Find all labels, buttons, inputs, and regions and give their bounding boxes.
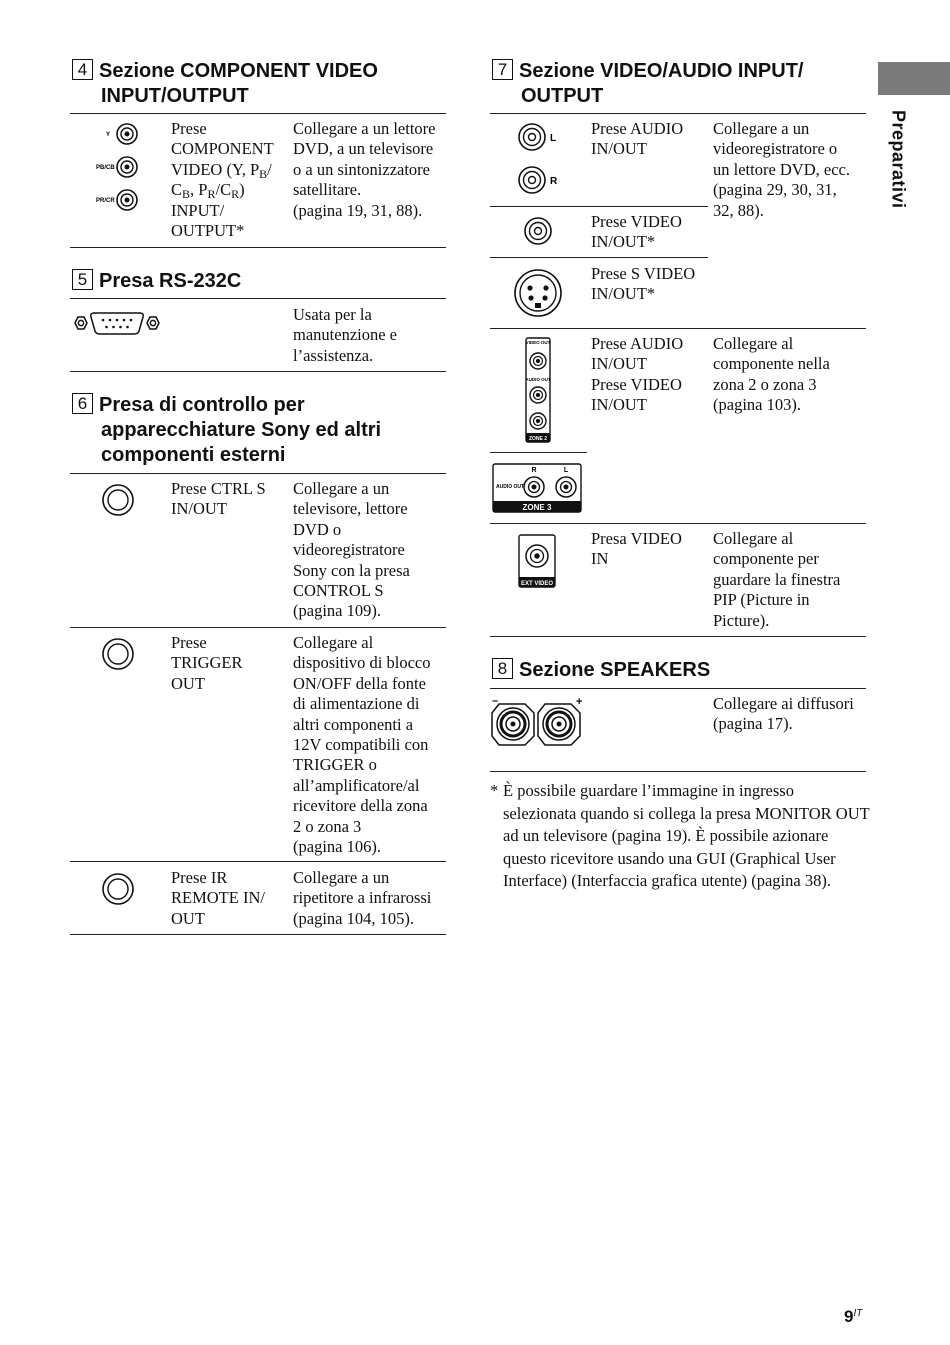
divider	[490, 771, 866, 772]
zone-label: ZONE 2	[528, 436, 548, 442]
video-audio-group-description: Collegare a un videoregistratore o un lettore DVD, ecc. (pagina 29, 30, 31, 32, 88).	[713, 119, 850, 220]
audio-in-out-name: Prese AUDIO IN/OUT	[591, 119, 684, 159]
zone-3-jacks-icon	[492, 463, 582, 513]
trigger-description: Collegare al dispositivo di blocco ON/OFF della fonte di alimentazione di altri componenti a 12V compatibili con TRIGGER o all’amplificatore/al ricevitore della zona 2 o zona 3 (pagina 106).	[293, 633, 431, 857]
ctrl-s-name: Prese CTRL S IN/OUT	[171, 479, 266, 519]
page-number: $9^{IT}$	[844, 1307, 863, 1326]
divider	[70, 113, 446, 114]
ir-remote-jack-icon	[101, 872, 135, 906]
section-4-title	[72, 59, 452, 109]
ext-video-description: Collegare al componente per guardare la finestra PIP (Picture in Picture).	[713, 529, 841, 630]
divider	[490, 328, 866, 329]
section-number: 4	[72, 59, 93, 80]
divider	[490, 688, 866, 689]
section-title-line: Presa di controllo per	[99, 394, 305, 416]
divider	[70, 473, 446, 474]
footnote-text: È possibile guardare l’immagine in ingresso selezionata quando si collega la presa MONITOR OUT ad un televisore (pagina 19). È possibile azionare questo ricevitore usando una GUI (Graphical User Interface) (Interfaccia grafica utente) (pagina 38).	[503, 781, 870, 891]
divider	[490, 452, 587, 453]
zone-label: ZONE 3	[522, 503, 552, 512]
footnote	[490, 780, 870, 893]
component-video-jacks-icon	[84, 118, 144, 214]
trigger-jack-icon	[101, 637, 135, 671]
divider	[490, 113, 866, 114]
section-title-line: Sezione VIDEO/AUDIO INPUT/	[519, 60, 804, 82]
ctrl-s-description: Collegare a un televisore, lettore DVD o videoregistratore Sony con la presa CONTROL S (pagina 109).	[293, 479, 410, 621]
section-title-line: OUTPUT	[521, 85, 604, 107]
section-7-title	[492, 59, 872, 109]
audio-jacks-icon	[515, 120, 565, 198]
component-jack-name: Prese COMPONENT VIDEO (Y, $P_B/$ $C_B$, $P_R/C_R$) INPUT/ OUTPUT*	[171, 119, 274, 241]
section-title-line: componenti esterni	[101, 444, 286, 466]
polarity-label: –	[492, 695, 499, 707]
divider	[490, 636, 866, 637]
video-in-out-name: Prese VIDEO IN/OUT*	[591, 212, 682, 252]
section-6-title	[72, 393, 452, 468]
section-title-line: Sezione SPEAKERS	[519, 659, 711, 681]
component-jack-description: Collegare a un lettore DVD, a un televisore o a un sintonizzatore satellitare. (pagina 19, 31, 88).	[293, 119, 436, 220]
section-title-line: Presa RS-232C	[99, 270, 242, 292]
polarity-label: +	[576, 696, 583, 708]
chapter-tab	[878, 62, 950, 95]
trigger-name: Prese TRIGGER OUT	[171, 633, 243, 693]
divider	[70, 934, 446, 935]
divider	[490, 523, 866, 524]
speakers-description: Collegare ai diffusori (pagina 17).	[713, 694, 854, 734]
zone-description: Collegare al componente nella zona 2 o zona 3 (pagina 103).	[713, 334, 830, 415]
ir-remote-description: Collegare a un ripetitore a infrarossi (pagina 104, 105).	[293, 868, 432, 928]
jack-label: AUDIO OUT	[495, 484, 525, 490]
video-jack-icon	[521, 214, 555, 248]
ir-remote-name: Prese IR REMOTE IN/ OUT	[171, 868, 265, 928]
ext-video-name: Presa VIDEO IN	[591, 529, 682, 569]
jack-label: R	[550, 176, 558, 187]
divider	[70, 627, 446, 628]
divider	[490, 257, 708, 258]
section-number: 5	[72, 269, 93, 290]
section-number: 7	[492, 59, 513, 80]
section-8-title	[492, 658, 872, 683]
jack-label: L	[550, 133, 557, 144]
jack-label: PB/CB	[96, 165, 115, 171]
jack-label: EXT VIDEO	[520, 581, 554, 587]
zone-name: Prese AUDIO IN/OUT Prese VIDEO IN/OUT	[591, 334, 684, 415]
section-number: 8	[492, 658, 513, 679]
jack-label: PR/CR	[96, 198, 115, 204]
jack-label: AUDIO OUT	[525, 377, 551, 382]
section-5-title	[72, 269, 452, 294]
jack-label: L	[563, 467, 569, 474]
divider	[490, 206, 708, 207]
section-number: 6	[72, 393, 93, 414]
divider	[70, 247, 446, 248]
s-video-name: Prese S VIDEO IN/OUT*	[591, 264, 696, 304]
ext-video-jack-icon	[518, 534, 556, 588]
ctrl-s-jack-icon	[101, 483, 135, 517]
section-title-line: apparecchiature Sony ed altri	[101, 419, 382, 441]
zone-2-jacks-icon	[525, 337, 551, 443]
rs232c-description: Usata per la manutenzione e l’assistenza.	[293, 305, 397, 365]
jack-label: VIDEO OUT	[525, 340, 551, 345]
jack-label: R	[531, 467, 537, 474]
section-title-line: Sezione COMPONENT VIDEO	[99, 60, 378, 82]
divider	[70, 371, 446, 372]
jack-label: Y	[106, 132, 111, 138]
s-video-jack-icon	[513, 268, 563, 318]
section-title-line: INPUT/OUTPUT	[101, 85, 249, 107]
chapter-label: Preparativi	[888, 110, 909, 209]
divider	[70, 861, 446, 862]
footnote-marker: *	[490, 781, 499, 800]
divider	[70, 298, 446, 299]
speaker-terminals-icon	[490, 694, 586, 746]
rs232c-port-icon	[73, 309, 163, 337]
